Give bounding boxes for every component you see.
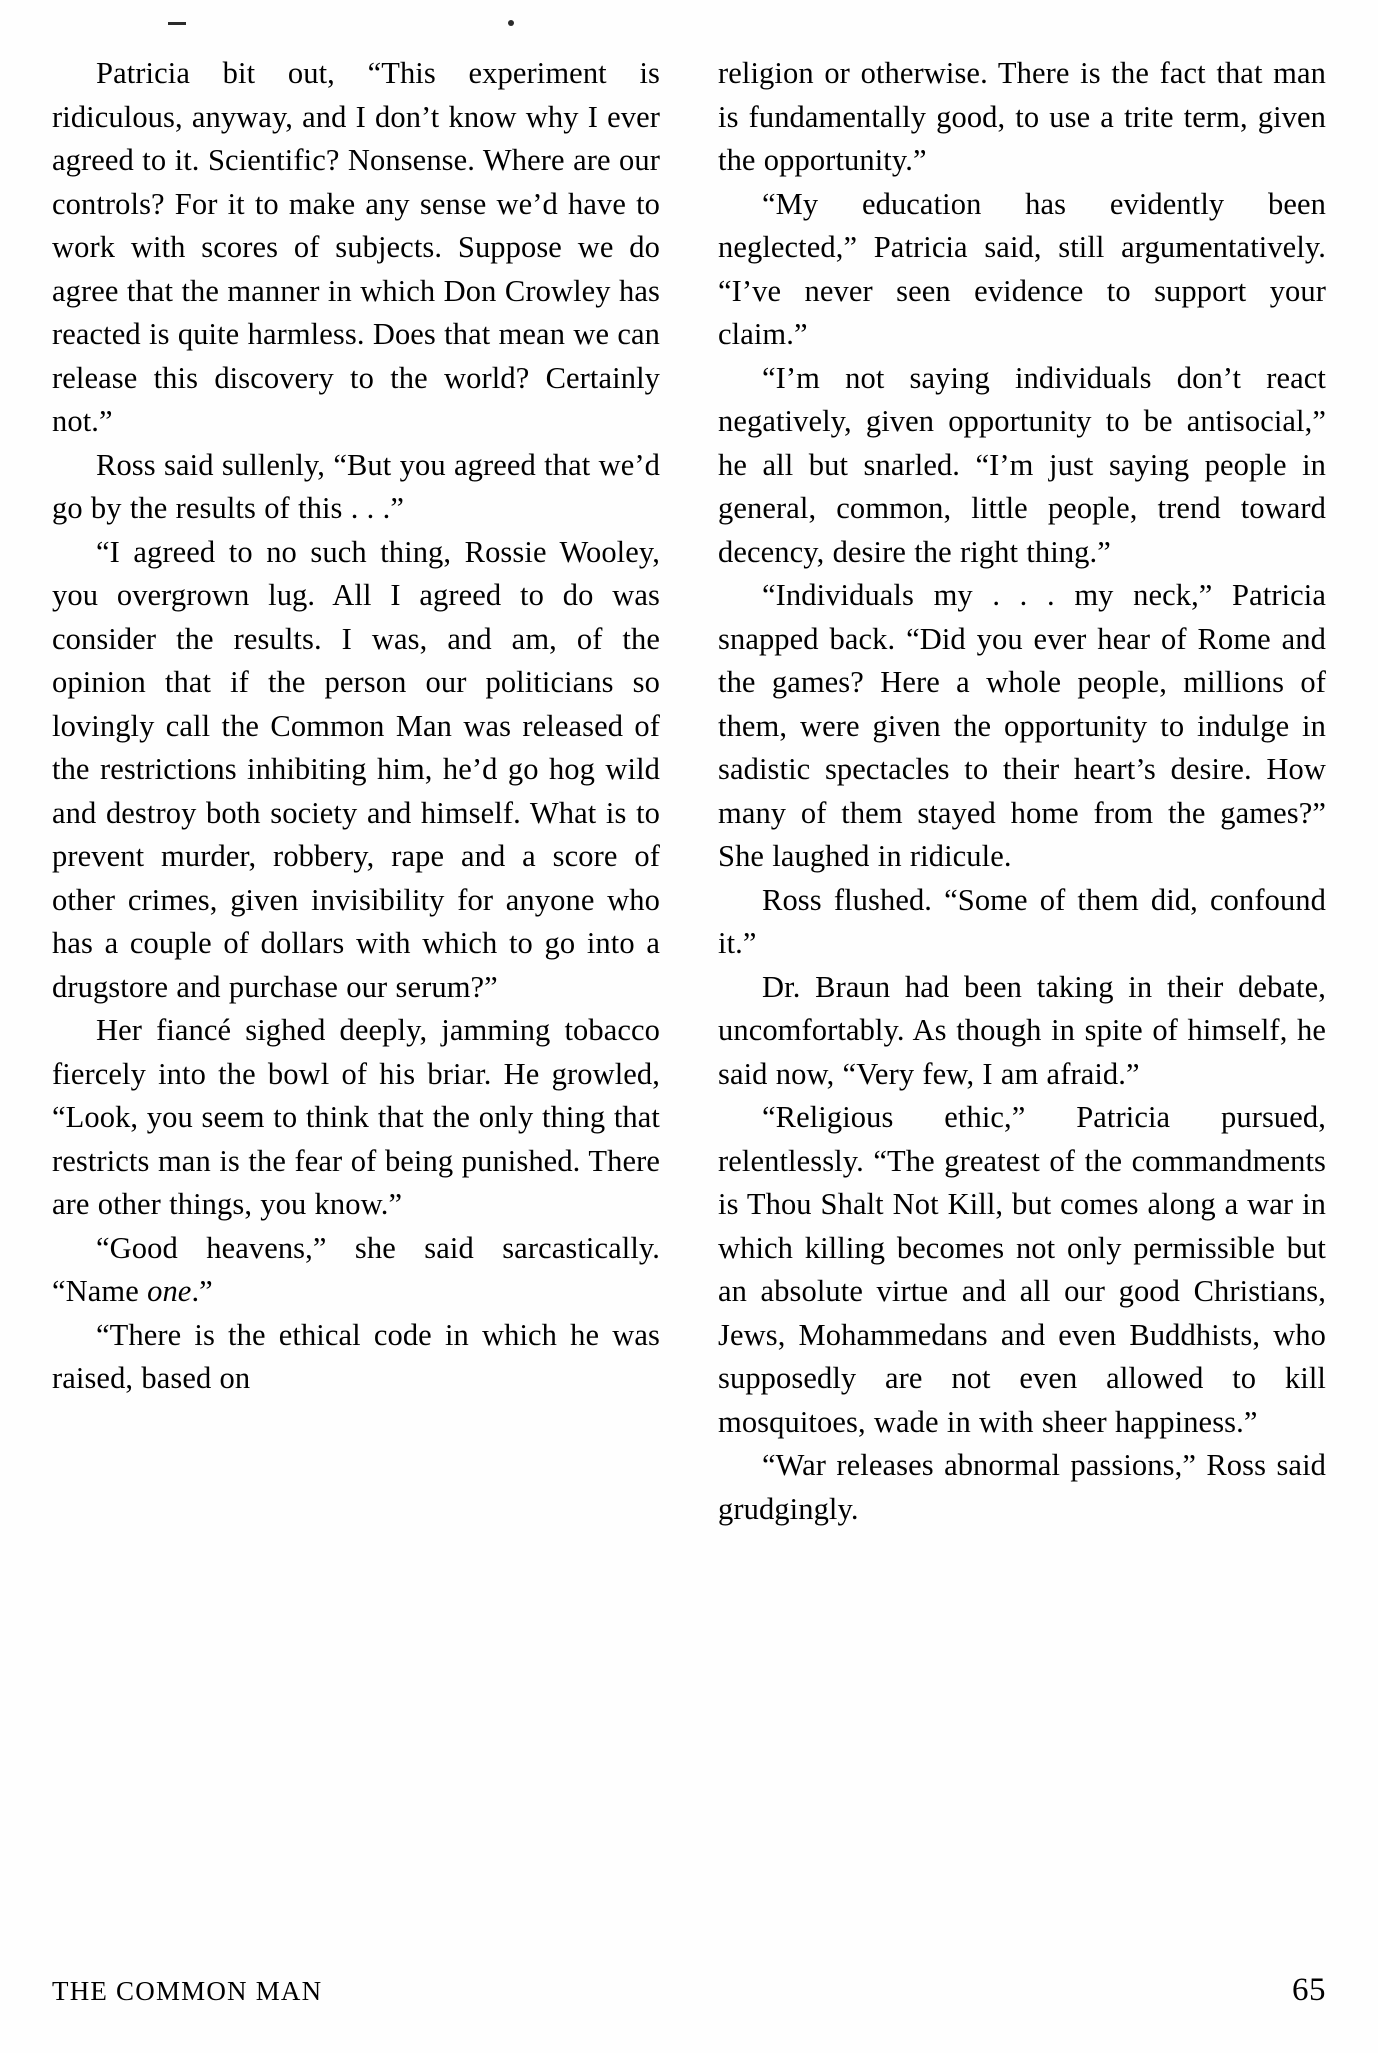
paragraph: “My education has evidently been neglected,” Patricia said, still argumentatively. “I’ve never seen evidence to support your claim.” — [718, 186, 1326, 351]
paragraph: “I’m not saying individuals don’t react negatively, given opportunity to be antisocial,” he all but snarled. “I’m just saying people in general, common, little people, trend toward decency, desire the right thing.” — [718, 360, 1326, 569]
paragraph: Ross flushed. “Some of them did, confound it.” — [718, 882, 1326, 960]
text-columns — [0, 52, 1378, 1912]
page-number: 65 — [1292, 1972, 1326, 2008]
paragraph: Her fiancé sighed deeply, jamming tobacco fiercely into the bowl of his briar. He growled, “Look, you seem to think that the only thing that restricts man is the fear of being punished. There are other things, you know.” — [52, 1013, 660, 1221]
left-column — [52, 52, 660, 1912]
paragraph: “I agreed to no such thing, Rossie Wooley, you overgrown lug. All I agreed to do was consider the results. I was, and am, of the opinion that if the person our politicians so lovingly call the Common Man was released of the restrictions inhibiting him, he’d go hog wild and destroy both society and himself. What is to prevent murder, robbery, rape and a score of other crimes, given invisibility for anyone who has a couple of dollars with which to go into a drugstore and purchase our serum?” — [52, 534, 660, 1004]
running-head: THE COMMON MAN — [52, 1976, 323, 2006]
paragraph: Dr. Braun had been taking in their debate, uncomfortably. As though in spite of himself, he said now, “Very few, I am afraid.” — [718, 969, 1326, 1091]
paragraph: “Individuals my . . . my neck,” Patricia snapped back. “Did you ever hear of Rome and the games? Here a whole people, millions of them, were given the opportunity to indulge in sadistic spectacles to their heart’s desire. How many of them stayed home from the games?” She laughed in ridicule. — [718, 578, 1326, 873]
paragraph: Ross said sullenly, “But you agreed that we’d go by the results of this . . .” — [52, 447, 660, 525]
page-top-marks — [0, 14, 1378, 34]
page-footer — [0, 1972, 1378, 2009]
paragraph: religion or otherwise. There is the fact that man is fundamentally good, to use a trite term, given the opportunity.” — [718, 56, 1326, 177]
paragraph: Patricia bit out, “This experiment is ridiculous, anyway, and I don’t know why I ever agreed to it. Scientific? Nonsense. Where are our controls? For it to make any sense we’d have to work with scores of subjects. Suppose we do agree that the manner in which Don Crowley has reacted is quite harmless. Does that mean we can release this discovery to the world? Certainly not.” — [52, 56, 660, 438]
paragraph: “War releases abnormal passions,” Ross said grudgingly. — [718, 1448, 1326, 1526]
right-column — [718, 52, 1326, 1912]
paragraph: “There is the ethical code in which he was raised, based on — [52, 1317, 660, 1395]
paragraph: “Good heavens,” she said sarcastically. “Name one.” — [52, 1230, 660, 1308]
dot-mark-icon — [508, 20, 514, 26]
dash-mark-icon — [168, 22, 186, 25]
paragraph: “Religious ethic,” Patricia pursued, relentlessly. “The greatest of the commandments is Thou Shalt Not Kill, but comes along a war in which killing becomes not only permissible but an absolute virtue and all our good Christians, Jews, Mohammedans and even Buddhists, who supposedly are not even allowed to kill mosquitoes, wade in with sheer happiness.” — [718, 1100, 1326, 1439]
